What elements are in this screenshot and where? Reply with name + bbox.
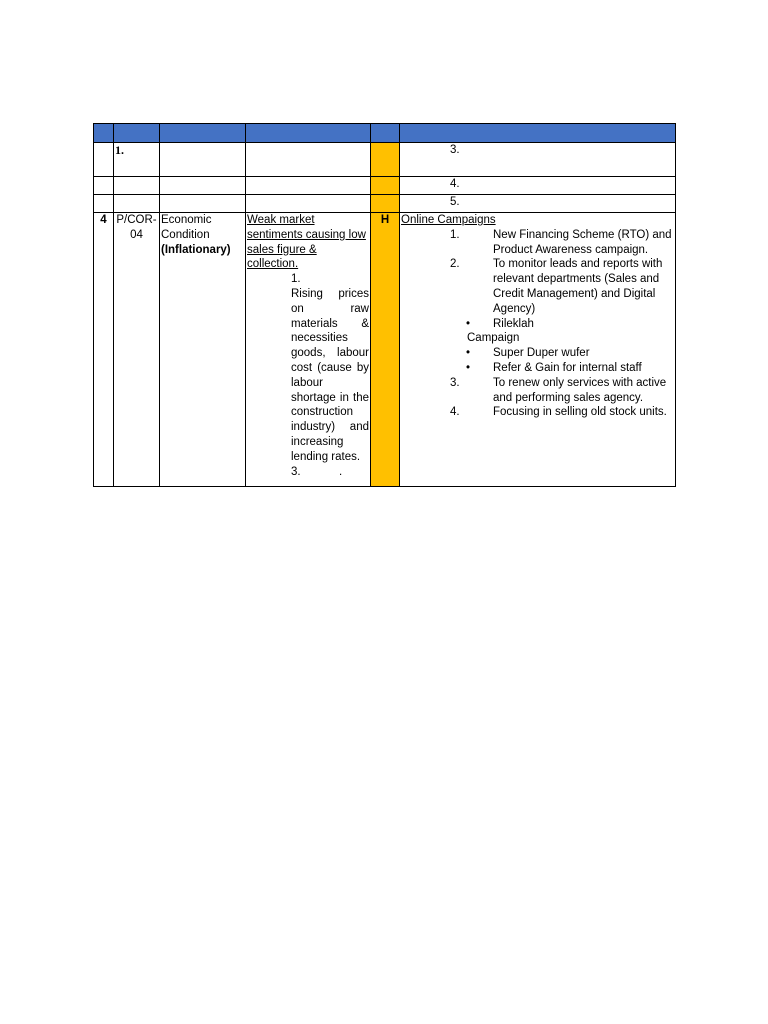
header-cell xyxy=(160,124,246,143)
table-row xyxy=(94,177,676,195)
controls-title: Online Campaigns xyxy=(401,214,496,226)
risk-code: P/COR-04 xyxy=(114,213,160,487)
header-cell xyxy=(400,124,676,143)
controls-cell xyxy=(400,177,676,195)
item-number: 1. xyxy=(114,143,160,177)
bullet-icon: • xyxy=(466,361,471,374)
category-line: Condition xyxy=(161,228,210,241)
risk-title: Weak market sentiments causing low sales figure & collection. xyxy=(247,214,366,271)
list-item xyxy=(291,272,369,287)
rating-cell xyxy=(371,177,400,195)
table-cell xyxy=(246,177,371,195)
bullet-item xyxy=(450,317,674,332)
controls-cell xyxy=(400,195,676,213)
bullet-item xyxy=(450,346,674,361)
table-row xyxy=(94,195,676,213)
bullet-text: Super Duper wufer xyxy=(493,347,590,360)
controls-cell xyxy=(400,143,676,177)
table-cell xyxy=(246,143,371,177)
list-text: . xyxy=(339,465,343,478)
list-number: 4. xyxy=(450,406,460,419)
table-cell xyxy=(94,195,114,213)
control-number: 5. xyxy=(450,196,460,208)
bullet-text: Rileklah xyxy=(493,317,534,330)
bullet-icon: • xyxy=(466,347,471,360)
table-cell xyxy=(114,177,160,195)
table-cell xyxy=(114,195,160,213)
table-cell xyxy=(94,143,114,177)
risk-number: 4 xyxy=(94,213,114,487)
list-text: Focusing in selling old stock units. xyxy=(493,406,667,419)
controls-cell xyxy=(400,213,676,487)
list-item xyxy=(450,257,674,316)
list-text: New Financing Scheme (RTO) and Product Awareness campaign. xyxy=(493,228,672,256)
header-cell xyxy=(246,124,371,143)
category-line: (Inflationary) xyxy=(161,243,231,256)
list-item xyxy=(450,228,674,258)
risk-register-table xyxy=(93,123,676,487)
control-number: 4. xyxy=(450,178,460,190)
bullet-icon: • xyxy=(466,317,471,330)
table-cell xyxy=(160,143,246,177)
risk-description xyxy=(246,213,371,487)
controls-list xyxy=(401,228,674,420)
list-item xyxy=(450,405,674,420)
rating-cell xyxy=(371,143,400,177)
header-cell xyxy=(94,124,114,143)
bullet-continuation: Campaign xyxy=(467,332,520,345)
rating-cell xyxy=(371,195,400,213)
risk-category xyxy=(160,213,246,487)
risk-list xyxy=(247,272,369,479)
list-text: To renew only services with active and performing sales agency. xyxy=(493,376,667,404)
list-number: 3. xyxy=(291,465,301,478)
table-row xyxy=(94,213,676,487)
list-number: 2. xyxy=(450,258,460,271)
header-cell xyxy=(371,124,400,143)
list-number: 1. xyxy=(291,273,301,286)
bullet-text: Refer & Gain for internal staff xyxy=(493,361,642,374)
table-cell xyxy=(246,195,371,213)
header-cell xyxy=(114,124,160,143)
list-text xyxy=(339,272,369,287)
table-cell xyxy=(160,195,246,213)
list-item xyxy=(291,465,369,480)
rating-cell: H xyxy=(371,213,400,487)
list-number: 3. xyxy=(450,376,460,389)
list-item xyxy=(450,376,674,406)
category-line: Economic xyxy=(161,214,212,226)
list-number: 1. xyxy=(450,228,460,241)
table-cell xyxy=(94,177,114,195)
table-header-row xyxy=(94,124,676,143)
list-text: Rising prices on raw materials & necessities goods, labour cost (cause by labour shortage in the construction industry) and increasing lending rates. xyxy=(291,287,369,463)
list-text: To monitor leads and reports with relevant departments (Sales and Credit Management) and Digital Agency) xyxy=(493,258,663,315)
bullet-item xyxy=(450,361,674,376)
table-row xyxy=(94,143,676,177)
table-cell xyxy=(160,177,246,195)
control-number: 3. xyxy=(450,144,460,156)
